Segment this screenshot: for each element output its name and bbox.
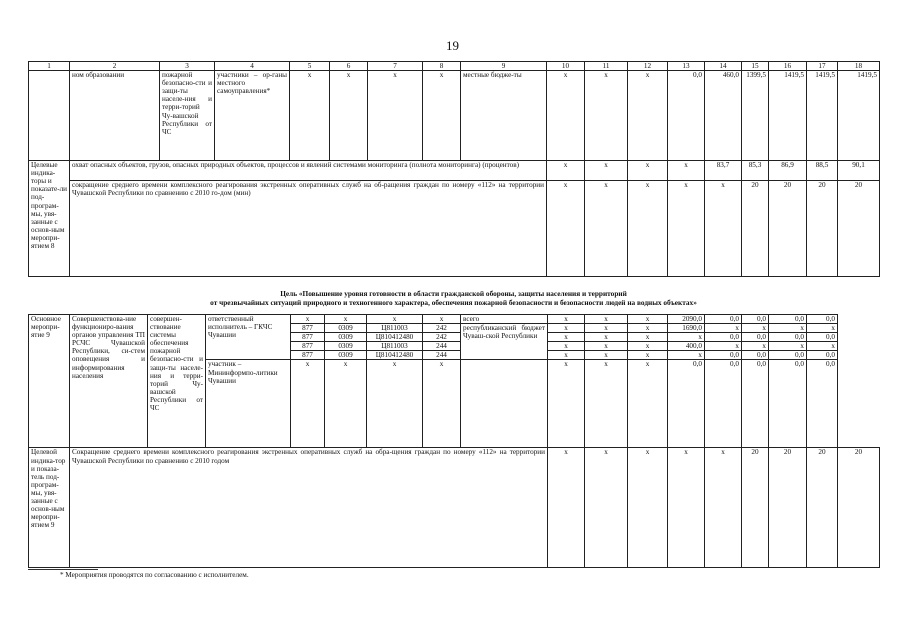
value-cell: 20 (742, 448, 769, 568)
event-name-cell: ном образовании (70, 71, 160, 161)
value-cell: 0,0 (705, 315, 742, 324)
value-cell: x (742, 342, 769, 351)
value-cell: 0,0 (705, 333, 742, 342)
code-cell: x (291, 360, 325, 448)
value-cell: x (628, 448, 668, 568)
col-header: 14 (705, 62, 742, 71)
code-cell: 877 (291, 333, 325, 342)
value-cell: x (628, 351, 668, 360)
value-cell: x (668, 448, 705, 568)
value-cell: x (547, 181, 585, 277)
value-cell: 1690,0 (668, 324, 705, 333)
value-cell: 1419,5 (769, 71, 807, 161)
value-cell: x (668, 161, 705, 181)
col-header: 10 (547, 62, 585, 71)
value-cell: x (548, 324, 585, 333)
executor-cell: ответственный исполнитель – ГКЧС Чувашии (206, 315, 291, 360)
value-cell: x (585, 181, 628, 277)
code-cell: x (325, 315, 367, 324)
value-cell: 1399,5 (742, 71, 769, 161)
value-cell: 400,0 (668, 342, 705, 351)
value-cell: x (628, 342, 668, 351)
value-cell: 20 (838, 448, 880, 568)
footnote-rule (28, 569, 98, 570)
value-cell: x (705, 324, 742, 333)
value-cell: x (547, 71, 585, 161)
value-cell: 0,0 (742, 315, 769, 324)
value-cell: x (585, 360, 628, 448)
code-cell: 877 (291, 324, 325, 333)
value-cell: x (628, 324, 668, 333)
value-cell: 1419,5 (838, 71, 880, 161)
col-header: 7 (368, 62, 423, 71)
code-cell: x (330, 71, 368, 161)
col-header: 13 (668, 62, 705, 71)
value-cell: 0,0 (769, 333, 807, 342)
col-header: 1 (29, 62, 70, 71)
col-header: 11 (585, 62, 628, 71)
indicator-label: Целевые индика-торы и показате-ли под-програм-мы, увя-занные с основ-ным меропри-ятием 8 (29, 161, 70, 277)
col-header: 12 (628, 62, 668, 71)
col-header: 2 (70, 62, 160, 71)
funding-source-cell: местные бюдже-ты (461, 71, 547, 161)
value-cell: x (548, 351, 585, 360)
code-cell: x (368, 71, 423, 161)
code-cell: x (367, 360, 423, 448)
goal-line: от чрезвычайных ситуаций природного и техногенного характера, обеспечения пожарной безопасности и безопасности людей на водных объектах» (210, 298, 697, 307)
indicator-row (29, 448, 880, 568)
value-cell: 0,0 (742, 351, 769, 360)
value-cell: 0,0 (668, 360, 705, 448)
col-header: 16 (769, 62, 807, 71)
value-cell: x (668, 351, 705, 360)
value-cell: x (548, 315, 585, 324)
executor-cell: участники – ор-ганы местного самоуправления* (215, 71, 290, 161)
value-cell: 85,3 (742, 161, 769, 181)
indicator-row (29, 181, 880, 277)
value-cell: 0,0 (742, 360, 769, 448)
code-cell: 242 (423, 324, 461, 333)
indicator-row (29, 161, 880, 181)
value-cell: x (807, 324, 838, 333)
code-cell: x (423, 315, 461, 324)
code-cell: 242 (423, 333, 461, 342)
indicator-text: охват опасных объектов, грузов, опасных природных объектов, процессов и явлений системами мониторинга (полнота мониторинга) (процентов) (70, 161, 547, 181)
value-cell: x (585, 448, 628, 568)
value-cell: x (668, 181, 705, 277)
funding-source-cell: республиканский бюджет Чуваш-ской Республики (461, 324, 548, 360)
value-cell: 2090,0 (668, 315, 705, 324)
funding-source-cell: всего (461, 315, 548, 324)
value-cell: x (548, 448, 585, 568)
indicator-label: Целевой индика-тор и показа-тель под-програм-мы, увя-занные с основ-ным меропри-ятием 9 (29, 448, 70, 568)
value-cell: 83,7 (705, 161, 742, 181)
code-cell: x (291, 315, 325, 324)
value-cell: x (705, 181, 742, 277)
code-cell: Ц811003 (367, 324, 423, 333)
event-number-cell: Основное меропри-ятие 9 (29, 315, 70, 448)
value-cell: x (807, 342, 838, 351)
value-cell: x (668, 333, 705, 342)
value-cell: 0,0 (807, 315, 838, 324)
value-cell: x (547, 161, 585, 181)
value-cell: x (628, 360, 668, 448)
code-cell: 877 (291, 351, 325, 360)
event-name-cell: Совершенствова-ние функциониро-вания органов управления ТП РСЧС Чувашской Республики, си-стем оповещения и информирования населения (70, 315, 148, 448)
table-row (29, 315, 880, 324)
code-cell: Ц810412480 (367, 351, 423, 360)
value-cell: 460,0 (705, 71, 742, 161)
value-cell: 0,0 (769, 360, 807, 448)
value-cell: 0,0 (807, 351, 838, 360)
value-cell: x (628, 71, 668, 161)
indicator-text: Сокращение среднего времени комплексного реагирования экстренных оперативных служб на обра-щения граждан по номеру «112» на территории Чувашской Республики по сравнению с 2010 годом (70, 448, 548, 568)
code-cell: 244 (423, 342, 461, 351)
goal-heading (28, 289, 879, 307)
goal-line: Цель «Повышение уровня готовности в области гражданской обороны, защиты населения и территорий (280, 289, 627, 298)
value-cell: 0,0 (769, 315, 807, 324)
value-cell: 20 (807, 448, 838, 568)
program-table-part1 (28, 61, 880, 277)
code-cell: 0309 (325, 351, 367, 360)
page-number: 19 (446, 38, 459, 53)
code-cell: Ц811003 (367, 342, 423, 351)
value-cell: x (548, 360, 585, 448)
value-cell: x (585, 71, 628, 161)
code-cell: x (423, 71, 461, 161)
value-cell: 0,0 (668, 71, 705, 161)
task-cell: пожарной безопасно-сти и защи-ты населе-ния и терри-торий Чу-вашской Республики от ЧС (160, 71, 215, 161)
value-cell: x (628, 333, 668, 342)
value-cell: x (585, 342, 628, 351)
value-cell: x (585, 315, 628, 324)
value-cell: 0,0 (705, 351, 742, 360)
code-cell: x (290, 71, 330, 161)
value-cell: x (585, 333, 628, 342)
footnote: * Мероприятия проводятся по согласованию с исполнителем. (60, 571, 249, 579)
value-cell: x (742, 324, 769, 333)
value-cell: x (585, 324, 628, 333)
task-cell: совершен-ствование системы обеспечения пожарной безопасно-сти и защи-ты населе-ния и терри-торий Чу-вашской Республики от ЧС (148, 315, 206, 448)
code-cell: x (325, 360, 367, 448)
participant-cell: участник – Мининформпо-литики Чувашии (206, 360, 291, 448)
col-header: 8 (423, 62, 461, 71)
col-header: 18 (838, 62, 880, 71)
value-cell: x (769, 342, 807, 351)
col-header: 9 (461, 62, 547, 71)
value-cell: x (548, 342, 585, 351)
value-cell: 20 (769, 181, 807, 277)
value-cell: 90,1 (838, 161, 880, 181)
value-cell: x (628, 161, 668, 181)
value-cell: 86,9 (769, 161, 807, 181)
value-cell: 20 (807, 181, 838, 277)
value-cell: x (628, 181, 668, 277)
value-cell: 88,5 (807, 161, 838, 181)
value-cell: 1419,5 (807, 71, 838, 161)
code-cell: 0309 (325, 324, 367, 333)
code-cell: Ц810412480 (367, 333, 423, 342)
code-cell: 0309 (325, 333, 367, 342)
value-cell: 20 (838, 181, 880, 277)
value-cell: 0,0 (769, 351, 807, 360)
code-cell: 877 (291, 342, 325, 351)
col-header: 15 (742, 62, 769, 71)
code-cell: 0309 (325, 342, 367, 351)
header-row (29, 62, 880, 71)
indicator-text: сокращение среднего времени комплексного реагирования экстренных оперативных служб на об-ращения граждан по номеру «112» на территории Чувашской Республики по сравнению с 2010 го-дом (мин) (70, 181, 547, 277)
value-cell: x (769, 324, 807, 333)
value-cell: x (705, 342, 742, 351)
value-cell: x (705, 448, 742, 568)
value-cell: 0,0 (705, 360, 742, 448)
program-table-part2 (28, 314, 880, 568)
value-cell: x (585, 351, 628, 360)
value-cell: x (628, 315, 668, 324)
value-cell: 20 (742, 181, 769, 277)
value-cell: 0,0 (742, 333, 769, 342)
value-cell: 0,0 (807, 333, 838, 342)
table-row (29, 71, 880, 161)
value-cell: x (548, 333, 585, 342)
col-header: 3 (160, 62, 215, 71)
value-cell: 0,0 (807, 360, 838, 448)
col-header: 5 (290, 62, 330, 71)
value-cell: x (585, 161, 628, 181)
code-cell: 244 (423, 351, 461, 360)
funding-source-cell (461, 360, 548, 448)
code-cell: x (367, 315, 423, 324)
code-cell: x (423, 360, 461, 448)
col-header: 4 (215, 62, 290, 71)
col-header: 17 (807, 62, 838, 71)
value-cell: 20 (769, 448, 807, 568)
col-header: 6 (330, 62, 368, 71)
